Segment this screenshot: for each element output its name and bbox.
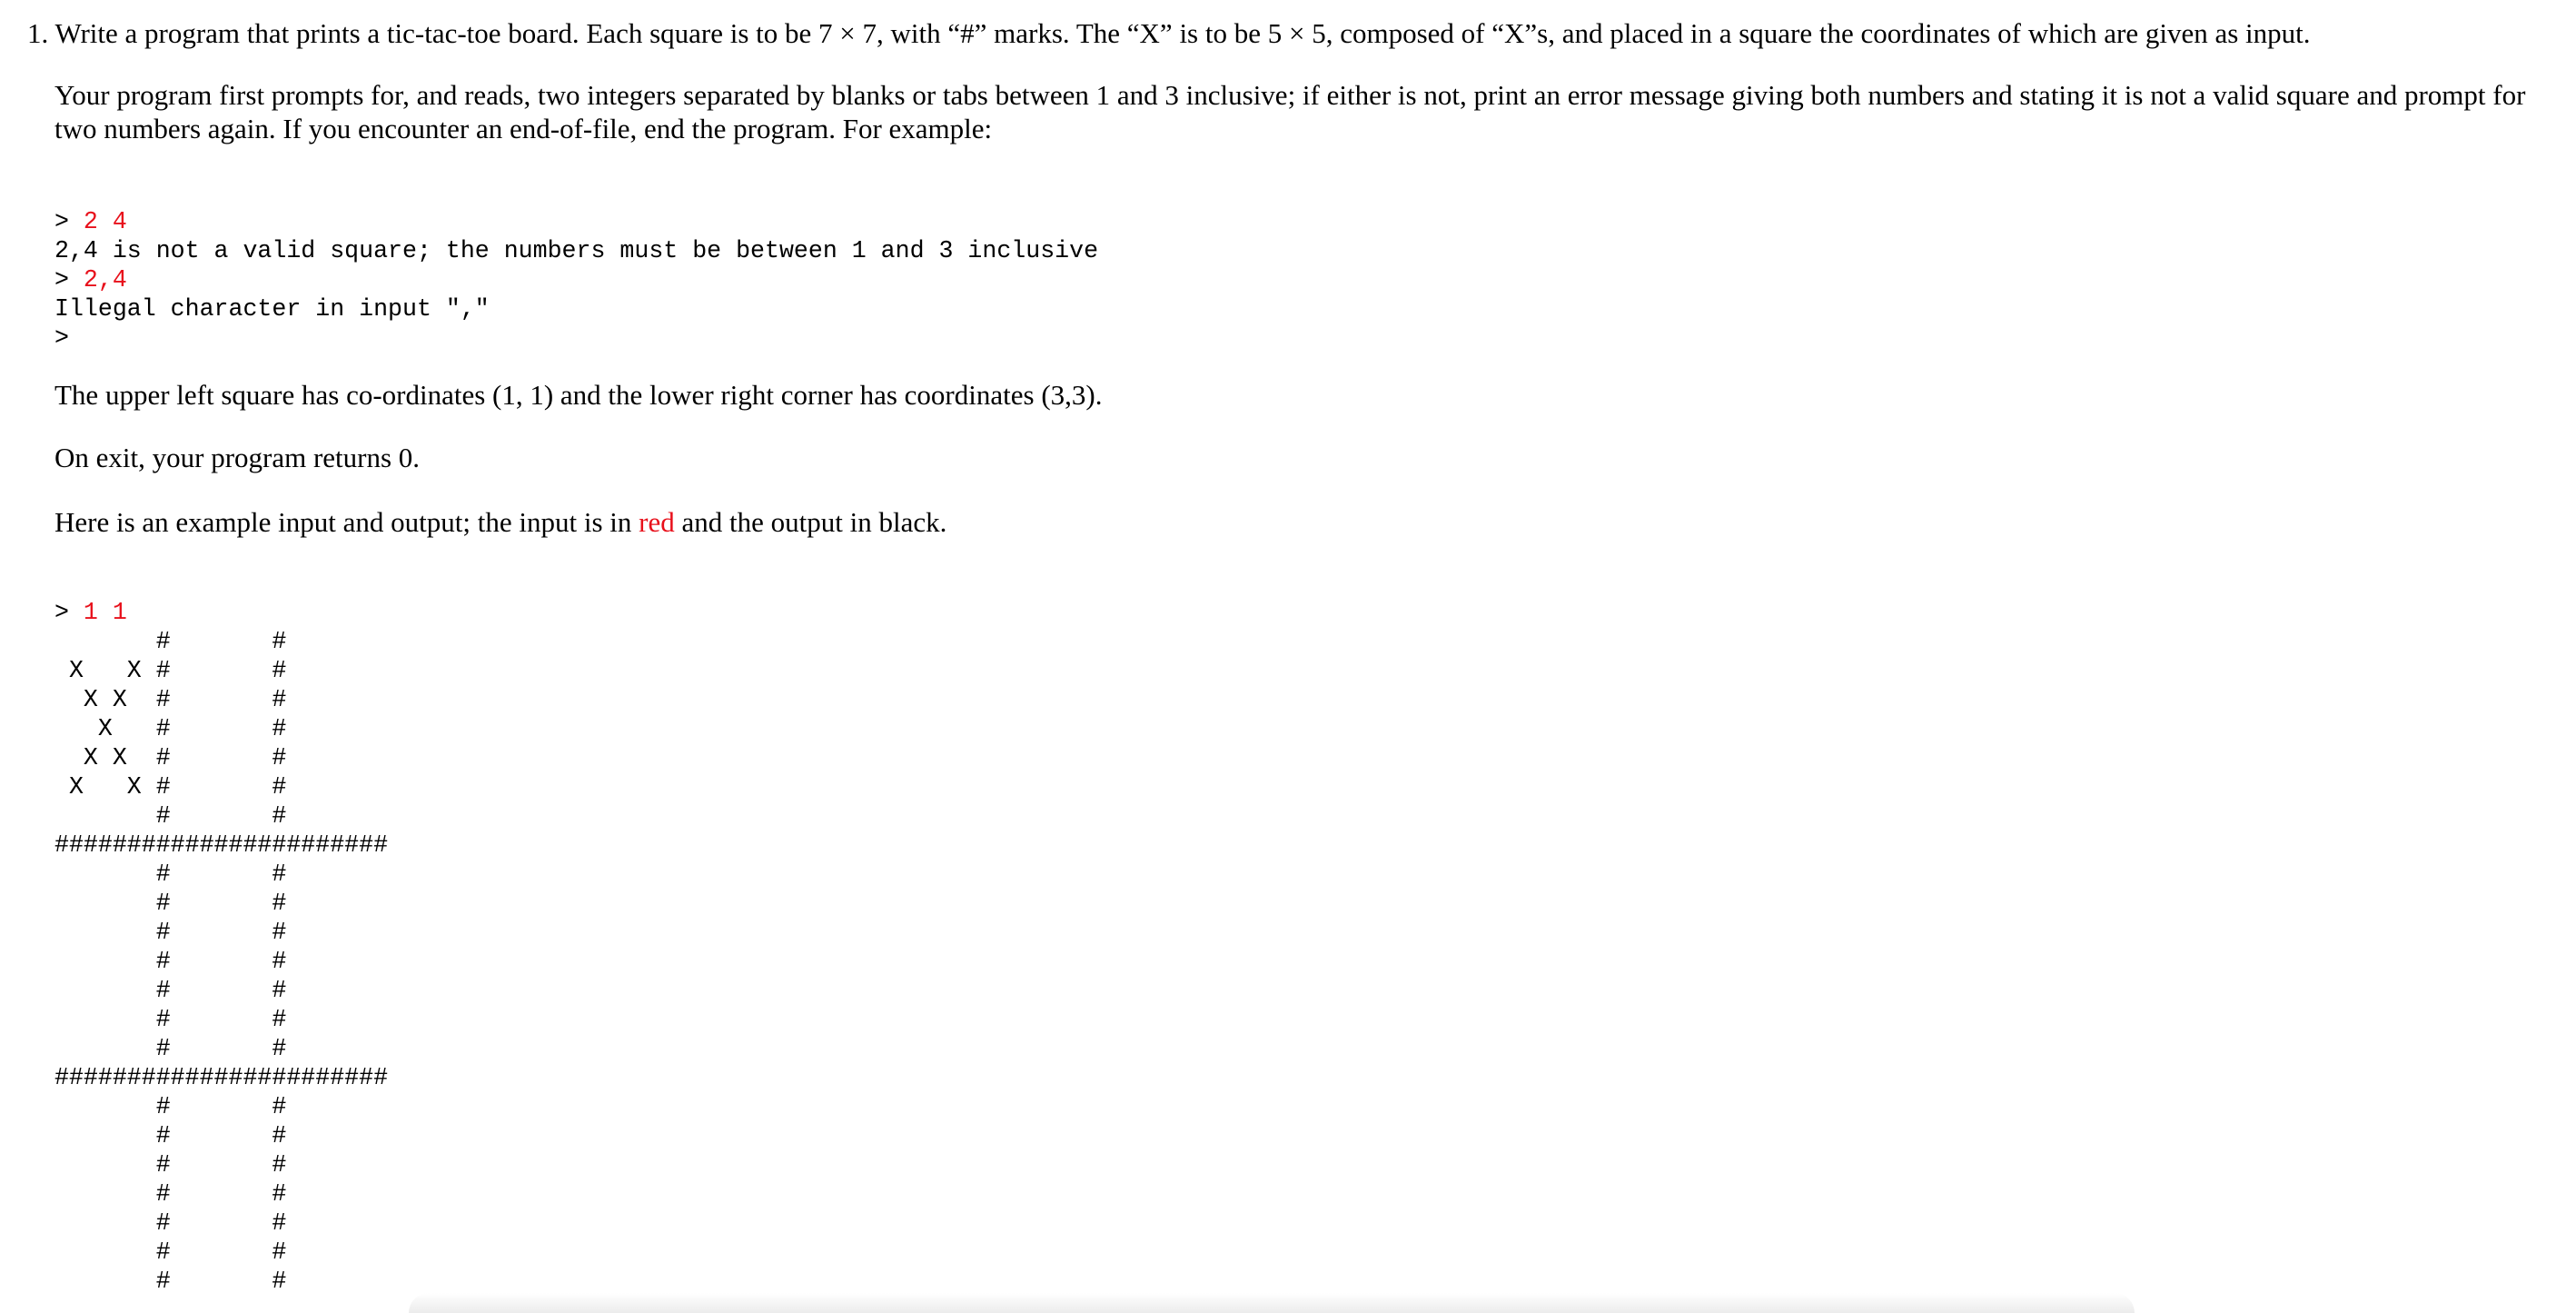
user-input: 2 4	[83, 208, 127, 235]
board-line: # #	[54, 628, 287, 655]
board-line: # #	[54, 1268, 287, 1295]
program-output: 2,4 is not a valid square; the numbers must be between 1 and 3 inclusive	[54, 237, 1099, 264]
prompt: >	[54, 324, 69, 352]
exercise-heading: 1. Write a program that prints a tic-tac-toe board. Each square is to be 7 × 7, with “#” marks. The “X” is to be 5 × 5, composed of “X”s, and placed in a square the coordinates of which are given as input.	[27, 17, 2311, 49]
prompt: >	[54, 599, 84, 626]
board-line: # #	[54, 890, 287, 917]
board-line: #######################	[54, 831, 389, 859]
prompt: >	[54, 208, 84, 235]
board-line: # #	[54, 1035, 287, 1062]
program-output: Illegal character in input ","	[54, 295, 490, 323]
board-line: # #	[54, 948, 287, 975]
example-intro-paragraph: Here is an example input and output; the input is in red and the output in black.	[54, 506, 947, 538]
exit-paragraph: On exit, your program returns 0.	[54, 442, 421, 473]
board-line: # #	[54, 1006, 287, 1033]
user-input: 1 1	[83, 599, 127, 626]
example-session-2	[54, 598, 388, 1296]
coordinates-paragraph: The upper left square has co-ordinates (1, 1) and the lower right corner has coordinates (3,3).	[54, 379, 1103, 411]
board-line: # #	[54, 977, 287, 1004]
board-line: # #	[54, 1151, 287, 1179]
board-line: # #	[54, 1238, 287, 1266]
board-line: # #	[54, 1209, 287, 1237]
red-word: red	[639, 506, 675, 538]
board-line: X X # #	[54, 773, 287, 801]
tic-tac-toe-board-output	[54, 628, 388, 1295]
board-line: # #	[54, 919, 287, 946]
board-line: # #	[54, 1093, 287, 1120]
bottom-shadow	[409, 1293, 2135, 1313]
example-session-1	[54, 207, 1098, 353]
board-line: X X # #	[54, 657, 287, 684]
user-input: 2,4	[83, 266, 127, 293]
board-line: # #	[54, 802, 287, 830]
instructions-paragraph: Your program first prompts for, and reads, two integers separated by blanks or tabs between 1 and 3 inclusive; if either is not, print an error message giving both numbers and stating it is not a valid square and prompt for two numbers again. If you encounter an end-of-file, end the program. For example:	[54, 79, 2526, 144]
prompt: >	[54, 266, 84, 293]
board-line: # #	[54, 1180, 287, 1208]
board-line: # #	[54, 1122, 287, 1149]
board-line: X X # #	[54, 744, 287, 771]
board-line: #######################	[54, 1064, 389, 1091]
board-line: X # #	[54, 715, 287, 742]
board-line: # #	[54, 860, 287, 888]
board-line: X X # #	[54, 686, 287, 713]
